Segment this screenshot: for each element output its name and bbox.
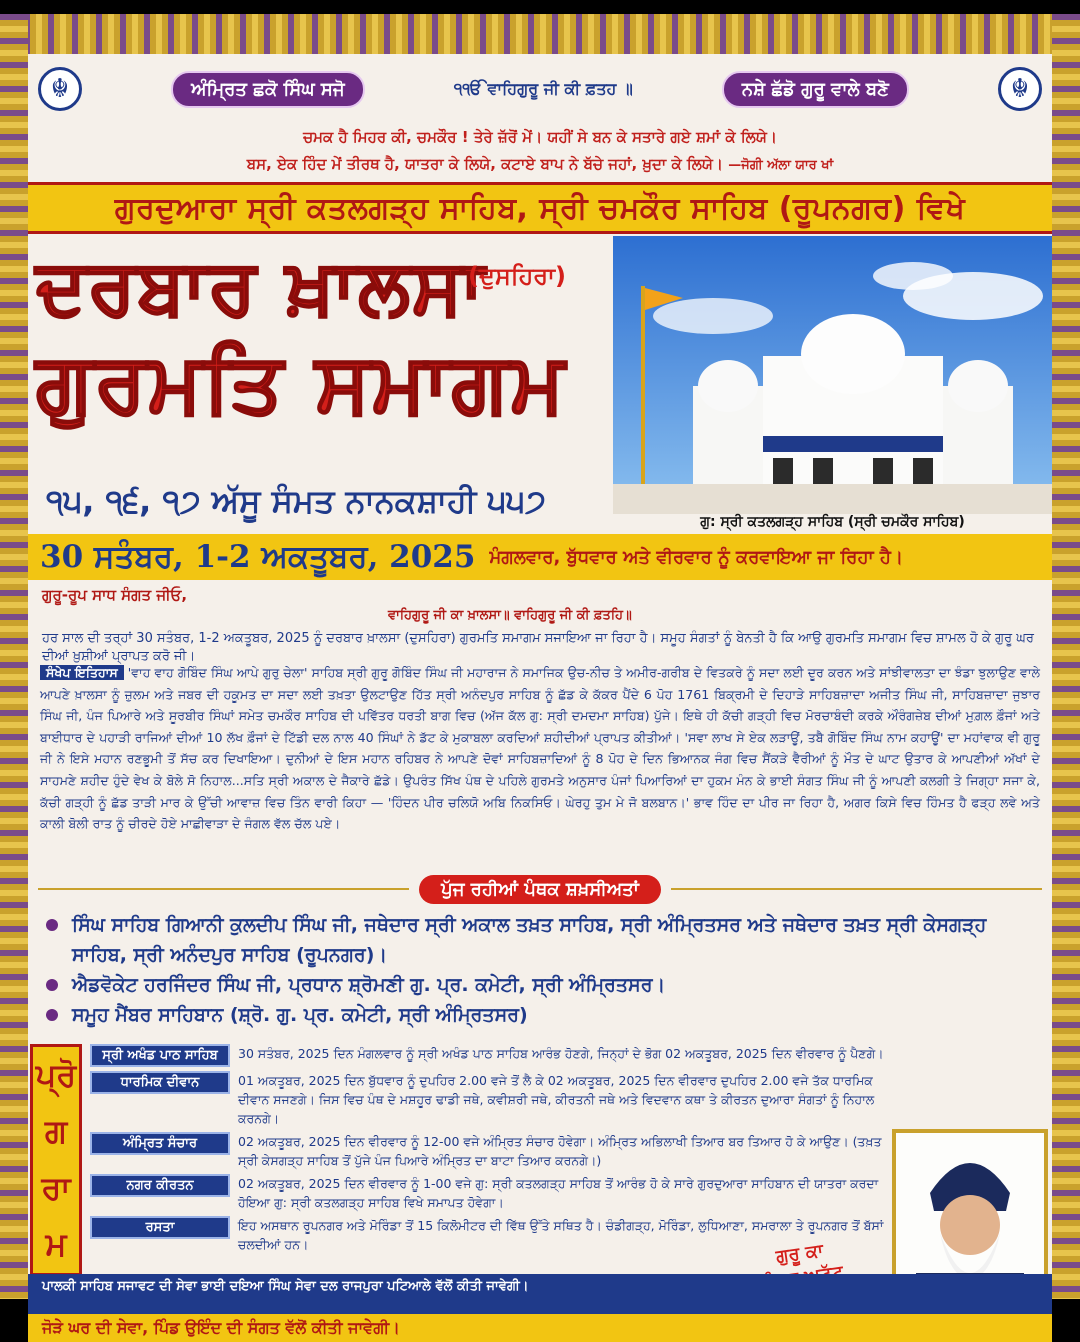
khanda-icon: ☬ <box>38 67 82 111</box>
poster-body <box>28 54 1052 1337</box>
footer-joda-ghar: ਜੋੜੇ ਘਰ ਦੀ ਸੇਵਾ, ਪਿੰਡ ਉਇੰਦ ਦੀ ਸੰਗਤ ਵੱਲੋਂ ਕੀਤੀ ਜਾਵੇਗੀ। <box>28 1314 1052 1342</box>
bullet-icon <box>46 979 58 991</box>
khanda-icon: ☬ <box>998 67 1042 111</box>
decorative-border-right <box>1052 14 1080 1299</box>
langar-line-1: ਗੁਰੂ ਕਾ <box>774 1240 825 1268</box>
header-bar <box>28 54 1052 124</box>
right-slogan: ਨਸ਼ੇ ਛੱਡੋ ਗੁਰੂ ਵਾਲੇ ਬਣੋ <box>722 71 909 108</box>
ik-onkar-heading: ੧ੴ ਵਾਹਿਗੁਰੂ ਜੀ ਕੀ ਫ਼ਤਹ ॥ <box>453 79 633 98</box>
schedule-tag: ਧਾਰਮਿਕ ਦੀਵਾਨ <box>90 1071 230 1094</box>
schedule-row <box>90 1071 890 1128</box>
decorative-border-left <box>0 14 28 1299</box>
program-letter: ਗ <box>44 1112 68 1151</box>
history-text: 'ਵਾਹ ਵਾਹ ਗੋਬਿੰਦ ਸਿੰਘ ਆਪੇ ਗੁਰੁ ਚੇਲਾ' ਸਾਹਿਬ ਸ੍ਰੀ ਗੁਰੂ ਗੋਬਿੰਦ ਸਿੰਘ ਜੀ ਮਹਾਰਾਜ ਨੇ ਸਮਾਜਿਕ ਉਚ-ਨੀਚ ਤੇ ਅਮੀਰ-ਗਰੀਬ ਦੇ ਵਿਤਕਰੇ ਨੂੰ ਸਦਾ ਲਈ ਦੂਰ ਕਰਨ ਅਤੇ ਸਾਂਝੀਵਾਲਤਾ ਦਾ ਝੰਡਾ ਝੁਲਾਉਣ ਵਾਲੇ ਆਪਣੇ ਖ਼ਾਲਸਾ ਨੂੰ ਜ਼ੁਲਮ ਅਤੇ ਜਬਰ ਦੀ ਹਕੂਮਤ ਦਾ ਸਦਾ ਲਈ ਤਖ਼ਤਾ ਉਲਟਾਉਣ ਹਿੱਤ ਸ੍ਰੀ ਅਨੰਦਪੁਰ ਸਾਹਿਬ ਨੂੰ ਛੱਡ ਕੇ ਕੱਕਰ ਪੈਂਦੇ 6 ਪੋਹ 1761 ਬਿਕ੍ਰਮੀ ਦੇ ਦਿਹਾੜੇ ਸਾਹਿਬਜ਼ਾਦਾ ਅਜੀਤ ਸਿੰਘ ਜੀ, ਸਾਹਿਬਜ਼ਾਦਾ ਜੁਝਾਰ ਸਿੰਘ ਜੀ, ਪੰਜ ਪਿਆਰੇ ਅਤੇ ਸੂਰਬੀਰ ਸਿੰਘਾਂ ਸਮੇਤ ਚਮਕੌਰ ਸਾਹਿਬ ਦੀ ਪਵਿੱਤਰ ਧਰਤੀ ਬਾਗ ਵਿਚ (ਅੱਜ ਕੱਲ ਗੁ: ਸ੍ਰੀ ਦਮਦਮਾ ਸਾਹਿਬ) ਪੁੱਜੇ। ਇਥੇ ਹੀ ਕੱਚੀ ਗੜ੍ਹੀ ਵਿਚ ਮੋਰਚਾਬੰਦੀ ਕਰਕੇ ਔਰੰਗਜ਼ੇਬ ਦੀਆਂ ਮੁਗ਼ਲ ਫ਼ੌਜਾਂ ਅਤੇ ਬਾਈਧਾਰ ਦੇ ਪਹਾੜੀ ਰਾਜਿਆਂ ਦੀਆਂ 10 ਲੱਖ ਫ਼ੌਜਾਂ ਦੇ ਟਿੱਡੀ ਦਲ ਨਾਲ 40 ਸਿੰਘਾਂ ਨੇ ਡੱਟ ਕੇ ਮੁਕਾਬਲਾ ਕਰਦਿਆਂ ਸ਼ਹੀਦੀਆਂ ਪ੍ਰਾਪਤ ਕੀਤੀਆਂ। 'ਸਵਾ ਲਾਖ ਸੇ ਏਕ ਲੜਾਊਂ, ਤਬੈ ਗੋਬਿੰਦ ਸਿੰਘ ਨਾਮ ਕਹਾਊਂ' ਦਾ ਮਹਾਂਵਾਕ ਵੀ ਗੁਰੂ ਜੀ ਨੇ ਇਸੇ ਮਹਾਨ ਰਣਭੂਮੀ ਤੋਂ ਸੱਚ ਕਰ ਦਿਖਾਇਆ। ਦੁਨੀਆਂ ਦੇ ਇਸ ਮਹਾਨ ਰਹਿਬਰ ਨੇ ਆਪਣੇ ਦੋਵਾਂ ਸਾਹਿਬਜ਼ਾਦਿਆਂ ਨੂੰ 8 ਪੋਹ ਦੇ ਦਿਨ ਭਿਆਨਕ ਜੰਗ ਵਿਚ ਸੈਂਕੜੇ ਵੈਰੀਆਂ ਨੂੰ ਮੌਤ ਦੇ ਘਾਟ ਉਤਾਰ ਕੇ ਆਪਣੀਆਂ ਅੱਖਾਂ ਦੇ ਸਾਹਮਣੇ ਸ਼ਹੀਦ ਹੁੰਦੇ ਵੇਖ ਕੇ ਬੋਲੇ ਸੋ ਨਿਹਾਲ...ਸਤਿ ਸ੍ਰੀ ਅਕਾਲ ਦੇ ਜੈਕਾਰੇ ਛੱਡੇ। ਉਪਰੰਤ ਸਿੱਖ ਪੰਥ ਦੇ ਪਹਿਲੇ ਗੁਰਮਤੇ ਅਨੁਸਾਰ ਪੰਜਾਂ ਪਿਆਰਿਆਂ ਦਾ ਹੁਕਮ ਮੰਨ ਕੇ ਭਾਈ ਸੰਗਤ ਸਿੰਘ ਜੀ ਨੂੰ ਆਪਣੀ ਕਲਗੀ ਤੇ ਜਿਗ੍ਹਾ ਸਜਾ ਕੇ, ਕੱਚੀ ਗੜ੍ਹੀ ਨੂੰ ਛੱਡ ਤਾੜੀ ਮਾਰ ਕੇ ਉੱਚੀ ਆਵਾਜ਼ ਵਿਚ ਤਿੰਨ ਵਾਰੀ ਕਿਹਾ — 'ਹਿੰਦਨ ਪੀਰ ਚਲਿਯੋ ਅਬਿ ਨਿਕਸਿਓ। ਘੇਰਹੁ ਤੁਮ ਮੇ ਜੋ ਬਲਬਾਨ।' ਭਾਵ ਹਿੰਦ ਦਾ ਪੀਰ ਜਾ ਰਿਹਾ ਹੈ, ਅਗਰ ਕਿਸੇ ਵਿਚ ਹਿੰਮਤ ਹੈ ਫੜ੍ਹ ਲਵੇ ਅਤੇ ਕਾਲੀ ਬੋਲੀ ਰਾਤ ਨੂੰ ਚੀਰਦੇ ਹੋਏ ਮਾਛੀਵਾੜਾ ਦੇ ਜੰਗਲ ਵੱਲ ਚੱਲ ਪਏ। <box>40 665 1040 832</box>
quote-line-1: ਚਮਕ ਹੈ ਮਿਹਰ ਕੀ, ਚਮਕੌਰ ! ਤੇਰੇ ਜ਼ੱਰੋਂ ਮੇਂ। ਯਹੀਂ ਸੇ ਬਨ ਕੇ ਸਤਾਰੇ ਗਏ ਸ਼ਮਾਂ ਕੇ ਲਿਯੇ। <box>303 128 777 146</box>
footer-seva-note <box>28 1274 1052 1314</box>
list-item <box>46 910 1042 970</box>
schedule-text: 30 ਸਤੰਬਰ, 2025 ਦਿਨ ਮੰਗਲਵਾਰ ਨੂੰ ਸ੍ਰੀ ਅਖੰਡ ਪਾਠ ਸਾਹਿਬ ਆਰੰਭ ਹੋਣਗੇ, ਜਿਨ੍ਹਾਂ ਦੇ ਭੋਗ 02 ਅਕਤੂਬਰ, 2025 ਦਿਨ ਵੀਰਵਾਰ ਨੂੰ ਪੈਣਗੇ। <box>238 1046 884 1061</box>
gurdwara-banner: ਗੁਰਦੁਆਰਾ ਸ੍ਰੀ ਕਤਲਗੜ੍ਹ ਸਾਹਿਬ, ਸ੍ਰੀ ਚਮਕੌਰ ਸਾਹਿਬ (ਰੂਪਨਗਰ) ਵਿਖੇ <box>28 182 1052 234</box>
gurdwara-illustration <box>613 236 1052 514</box>
gurdwara-photo <box>613 236 1052 476</box>
schedule-text: 02 ਅਕਤੂਬਰ, 2025 ਦਿਨ ਵੀਰਵਾਰ ਨੂੰ 12-00 ਵਜੇ ਅੰਮ੍ਰਿਤ ਸੰਚਾਰ ਹੋਵੇਗਾ। ਅੰਮ੍ਰਿਤ ਅਭਿਲਾਖੀ ਤਿਆਰ ਬਰ ਤਿਆਰ ਹੋ ਕੇ ਆਉਣ। (ਤਖ਼ਤ ਸ੍ਰੀ ਕੇਸਗੜ੍ਹ ਸਾਹਿਬ ਤੋਂ ਪੁੱਜੇ ਪੰਜ ਪਿਆਰੇ ਅੰਮ੍ਰਿਤ ਦਾ ਬਾਟਾ ਤਿਆਰ ਕਰਨਗੇ।) <box>238 1134 882 1168</box>
schedule-text: 01 ਅਕਤੂਬਰ, 2025 ਦਿਨ ਬੁੱਧਵਾਰ ਨੂੰ ਦੁਪਹਿਰ 2.00 ਵਜੇ ਤੋਂ ਲੈ ਕੇ 02 ਅਕਤੂਬਰ, 2025 ਦਿਨ ਵੀਰਵਾਰ ਦੁਪਹਿਰ 2.00 ਵਜੇ ਤੱਕ ਧਾਰਮਿਕ ਦੀਵਾਨ ਸਜਣਗੇ। ਜਿਸ ਵਿਚ ਪੰਥ ਦੇ ਮਸ਼ਹੂਰ ਢਾਡੀ ਜਥੇ, ਕਵੀਸ਼ਰੀ ਜਥੇ, ਕੀਰਤਨੀ ਜਥੇ ਅਤੇ ਵਿਦਵਾਨ ਕਥਾ ਤੇ ਕੀਰਤਨ ਦੁਆਰਾ ਸੰਗਤਾਂ ਨੂੰ ਨਿਹਾਲ ਕਰਨਗੇ। <box>238 1073 875 1126</box>
dignitaries-list <box>46 910 1042 1030</box>
list-item <box>46 1000 1042 1030</box>
photo-caption: ਗੁ: ਸ੍ਰੀ ਕਤਲਗੜ੍ਹ ਸਾਹਿਬ (ਸ੍ਰੀ ਚਮਕੌਰ ਸਾਹਿਬ) <box>700 514 965 530</box>
event-days: ਮੰਗਲਵਾਰ, ਬੁੱਧਵਾਰ ਅਤੇ ਵੀਰਵਾਰ ਨੂੰ ਕਰਵਾਇਆ ਜਾ ਰਿਹਾ ਹੈ। <box>489 546 904 568</box>
ornamental-divider <box>28 872 1052 906</box>
program-letter: ਪ੍ਰੋ <box>35 1055 77 1094</box>
quote-poet: —ਜੋਗੀ ਅੱਲਾ ਯਾਰ ਖਾਂ <box>728 158 834 173</box>
dignitary-2: ਐਡਵੋਕੇਟ ਹਰਜਿੰਦਰ ਸਿੰਘ ਜੀ, ਪ੍ਰਧਾਨ ਸ਼੍ਰੋਮਣੀ ਗੁ. ਪ੍ਰ. ਕਮੇਟੀ, ਸ੍ਰੀ ਅੰਮ੍ਰਿਤਸਰ। <box>72 974 666 996</box>
letter-salutation: ਵਾਹਿਗੁਰੂ ਜੀ ਕਾ ਖ਼ਾਲਸਾ॥ ਵਾਹਿਗੁਰੂ ਜੀ ਕੀ ਫ਼ਤਹਿ॥ <box>388 608 632 623</box>
title-gurmat-samagam: ਗੁਰਮਤਿ ਸਮਾਗਮ <box>36 336 567 431</box>
dignitaries-title: ਪੁੱਜ ਰਹੀਆਂ ਪੰਥਕ ਸ਼ਖ਼ਸੀਅਤਾਂ <box>419 875 661 904</box>
program-letter: ਮ <box>45 1225 67 1264</box>
event-title <box>28 236 613 476</box>
schedule-tag: ਸ੍ਰੀ ਅਖੰਡ ਪਾਠ ਸਾਹਿਬ <box>90 1044 230 1067</box>
letter-body: ਹਰ ਸਾਲ ਦੀ ਤਰ੍ਹਾਂ 30 ਸਤੰਬਰ, 1-2 ਅਕਤੂਬਰ, 2025 ਨੂੰ ਦਰਬਾਰ ਖ਼ਾਲਸਾ (ਦੁਸਹਿਰਾ) ਗੁਰਮਤਿ ਸਮਾਗਮ ਸਜਾਇਆ ਜਾ ਰਿਹਾ ਹੈ। ਸਮੂਹ ਸੰਗਤਾਂ ਨੂੰ ਬੇਨਤੀ ਹੈ ਕਿ ਆਉ ਗੁਰਮਤਿ ਸਮਾਗਮ ਵਿਚ ਸ਼ਾਮਲ ਹੋ ਕੇ ਗੁਰੂ ਘਰ ਦੀਆਂ ਖ਼ੁਸ਼ੀਆਂ ਪ੍ਰਾਪਤ ਕਰੋ ਜੀ। <box>42 631 1034 664</box>
schedule-row <box>90 1132 890 1170</box>
date-banner <box>28 534 1052 580</box>
title-dussehra: (ਦੁਸਹਿਰਾ) <box>468 262 567 290</box>
program-schedule <box>90 1044 890 1276</box>
poster <box>0 14 1080 1337</box>
bullet-icon <box>46 919 58 931</box>
history-section <box>40 662 1040 860</box>
bullet-icon <box>46 1009 58 1021</box>
invitation-letter <box>28 582 1052 662</box>
schedule-row <box>90 1044 890 1067</box>
schedule-tag: ਰਸਤਾ <box>90 1216 230 1239</box>
schedule-tag: ਅੰਮ੍ਰਿਤ ਸੰਚਾਰ <box>90 1132 230 1155</box>
list-item <box>46 970 1042 1000</box>
schedule-text: 02 ਅਕਤੂਬਰ, 2025 ਦਿਨ ਵੀਰਵਾਰ ਨੂੰ 1-00 ਵਜੇ ਗੁ: ਸ੍ਰੀ ਕਤਲਗੜ੍ਹ ਸਾਹਿਬ ਤੋਂ ਆਰੰਭ ਹੋ ਕੇ ਸਾਰੇ ਗੁਰਦੁਆਰਾ ਸਾਹਿਬਾਨ ਦੀ ਯਾਤਰਾ ਕਰਦਾ ਹੋਇਆ ਗੁ: ਸ੍ਰੀ ਕਤਲਗੜ੍ਹ ਸਾਹਿਬ ਵਿਖੇ ਸਮਾਪਤ ਹੋਵੇਗਾ। <box>238 1176 879 1210</box>
footer-line-1: ਪਾਲਕੀ ਸਾਹਿਬ ਸਜਾਵਟ ਦੀ ਸੇਵਾ ਭਾਈ ਦਇਆ ਸਿੰਘ ਸੇਵਾ ਦਲ ਰਾਜਪੁਰਾ ਪਟਿਆਲੇ ਵੱਲੋਂ ਕੀਤੀ ਜਾਵੇਗੀ। <box>42 1279 529 1294</box>
schedule-tag: ਨਗਰ ਕੀਰਤਨ <box>90 1174 230 1197</box>
schedule-text: ਇਹ ਅਸਥਾਨ ਰੂਪਨਗਰ ਅਤੇ ਮੋਰਿੰਡਾ ਤੋਂ 15 ਕਿਲੋਮੀਟਰ ਦੀ ਵਿੱਥ ਉੱਤੇ ਸਥਿਤ ਹੈ। ਚੰਡੀਗੜ੍ਹ, ਮੋਰਿੰਡਾ, ਲੁਧਿਆਣਾ, ਸਮਰਾਲਾ ਤੇ ਰੂਪਨਗਰ ਤੋਂ ਬੱਸਾਂ ਚਲਦੀਆਂ ਹਨ। <box>238 1218 884 1252</box>
nanakshahi-date: ੧੫, ੧੬, ੧੭ ਅੱਸੂ ਸੰਮਤ ਨਾਨਕਸ਼ਾਹੀ ੫੫੭ <box>46 482 546 520</box>
program-vertical-label <box>30 1044 82 1276</box>
dignitary-3: ਸਮੂਹ ਮੈਂਬਰ ਸਾਹਿਬਾਨ (ਸ਼੍ਰੋ. ਗੁ. ਪ੍ਰ. ਕਮੇਟੀ, ਸ੍ਰੀ ਅੰਮ੍ਰਿਤਸਰ) <box>72 1004 528 1026</box>
event-dates: 30 ਸਤੰਬਰ, 1-2 ਅਕਤੂਬਰ, 2025 <box>40 538 476 575</box>
history-tag: ਸੰਖੇਪ ਇਤਿਹਾਸ <box>40 665 124 680</box>
left-slogan: ਅੰਮ੍ਰਿਤ ਛਕੋ ਸਿੰਘ ਸਜੋ <box>171 71 365 108</box>
program-letter: ਰਾ <box>41 1168 71 1207</box>
quote-line-2: ਬਸ, ਏਕ ਹਿੰਦ ਮੇਂ ਤੀਰਥ ਹੈ, ਯਾਤਰਾ ਕੇ ਲਿਯੇ, ਕਟਾਏ ਬਾਪ ਨੇ ਬੱਚੇ ਜਹਾਂ, ਖ਼ੁਦਾ ਕੇ ਲਿਯੇ। <box>246 155 723 173</box>
schedule-row <box>90 1174 890 1212</box>
letter-greeting: ਗੁਰੂ-ਰੂਪ ਸਾਧ ਸੰਗਤ ਜੀਓ, <box>42 586 188 604</box>
poem-quote <box>28 124 1052 182</box>
title-darbar-khalsa: ਦਰਬਾਰ ਖ਼ਾਲਸਾ <box>36 242 486 331</box>
dignitary-1: ਸਿੰਘ ਸਾਹਿਬ ਗਿਆਨੀ ਕੁਲਦੀਪ ਸਿੰਘ ਜੀ, ਜਥੇਦਾਰ ਸ੍ਰੀ ਅਕਾਲ ਤਖ਼ਤ ਸਾਹਿਬ, ਸ੍ਰੀ ਅੰਮ੍ਰਿਤਸਰ ਅਤੇ ਜਥੇਦਾਰ ਤਖ਼ਤ ਸ੍ਰੀ ਕੇਸਗੜ੍ਹ ਸਾਹਿਬ, ਸ੍ਰੀ ਅਨੰਦਪੁਰ ਸਾਹਿਬ (ਰੂਪਨਗਰ)। <box>72 914 987 966</box>
decorative-border-top <box>0 14 1080 54</box>
